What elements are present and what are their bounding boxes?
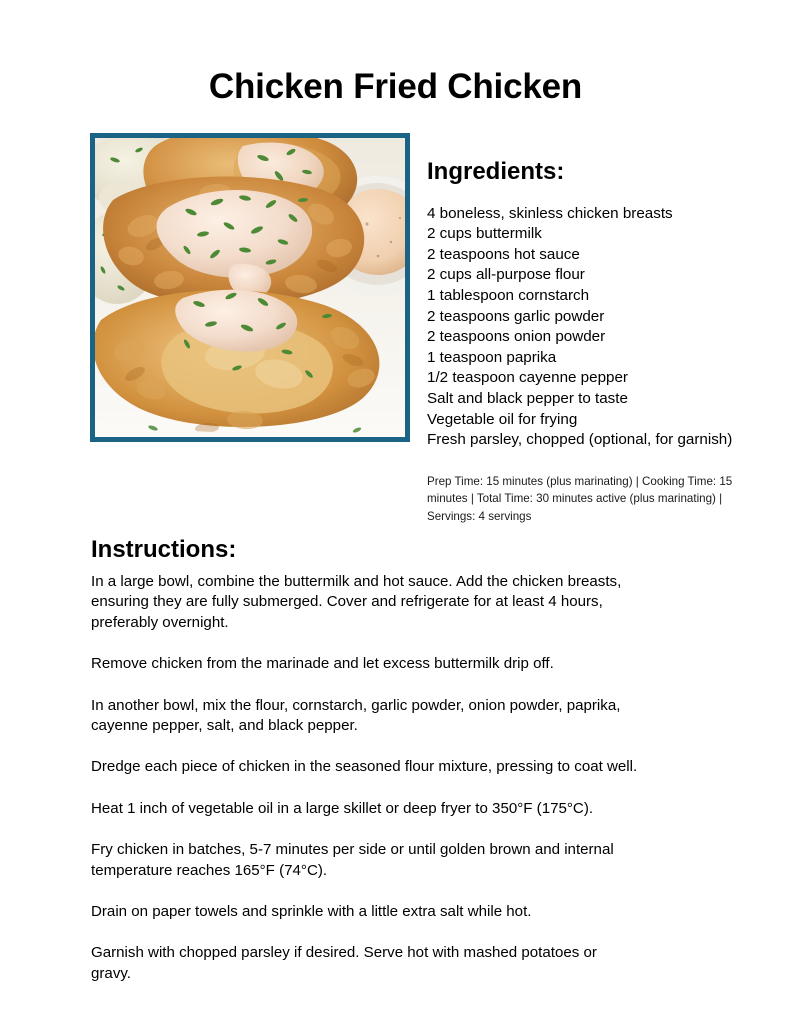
instruction-step: Fry chicken in batches, 5-7 minutes per side or until golden brown and internal temperature reaches 165°F (74°C).	[91, 841, 614, 879]
ingredient-item: 1/2 teaspoon cayenne pepper	[427, 369, 628, 387]
ingredient-item: Salt and black pepper to taste	[427, 389, 628, 407]
ingredient-item: 2 teaspoons onion powder	[427, 328, 606, 346]
ingredient-item: 1 tablespoon cornstarch	[427, 286, 590, 304]
instruction-step: Drain on paper towels and sprinkle with a little extra salt while hot.	[91, 903, 532, 921]
ingredient-item: Fresh parsley, chopped (optional, for garnish)	[427, 431, 733, 449]
ingredient-item: 1 teaspoon paprika	[427, 348, 557, 366]
recipe-photo-frame	[90, 133, 410, 442]
ingredient-item: 2 teaspoons hot sauce	[427, 245, 580, 263]
ingredient-item: 2 cups buttermilk	[427, 225, 542, 243]
page-title: Chicken Fried Chicken	[208, 67, 583, 107]
recipe-meta-times: Prep Time: 15 minutes (plus marinating) | Cooking Time: 15 minutes | Total Time: 30 minutes active (plus marinating) | Servings: 4 servings	[427, 475, 733, 523]
ingredients-list	[427, 204, 757, 451]
ingredients-section	[427, 158, 757, 451]
ingredients-heading: Ingredients:	[427, 158, 565, 185]
instruction-step: Heat 1 inch of vegetable oil in a large skillet or deep fryer to 350°F (175°C).	[91, 799, 594, 817]
ingredient-item: Vegetable oil for frying	[427, 410, 578, 428]
instruction-step: In another bowl, mix the flour, cornstarch, garlic powder, onion powder, paprika, cayenne pepper, salt, and black pepper.	[91, 696, 621, 735]
instruction-step: Remove chicken from the marinade and let excess buttermilk drip off.	[91, 655, 554, 673]
instructions-section	[91, 572, 641, 984]
instruction-step: In a large bowl, combine the buttermilk and hot sauce. Add the chicken breasts, ensuring they are fully submerged. Cover and refrigerate for at least 4 hours, preferably overnight.	[91, 573, 622, 631]
ingredient-item: 4 boneless, skinless chicken breasts	[427, 204, 673, 222]
ingredient-item: 2 teaspoons garlic powder	[427, 307, 605, 325]
ingredient-item: 2 cups all-purpose flour	[427, 266, 585, 284]
instruction-step: Garnish with chopped parsley if desired. Serve hot with mashed potatoes or gravy.	[91, 944, 597, 982]
instructions-heading: Instructions:	[91, 535, 237, 563]
recipe-photo	[95, 138, 405, 437]
instruction-step: Dredge each piece of chicken in the seasoned flour mixture, pressing to coat well.	[91, 758, 638, 776]
